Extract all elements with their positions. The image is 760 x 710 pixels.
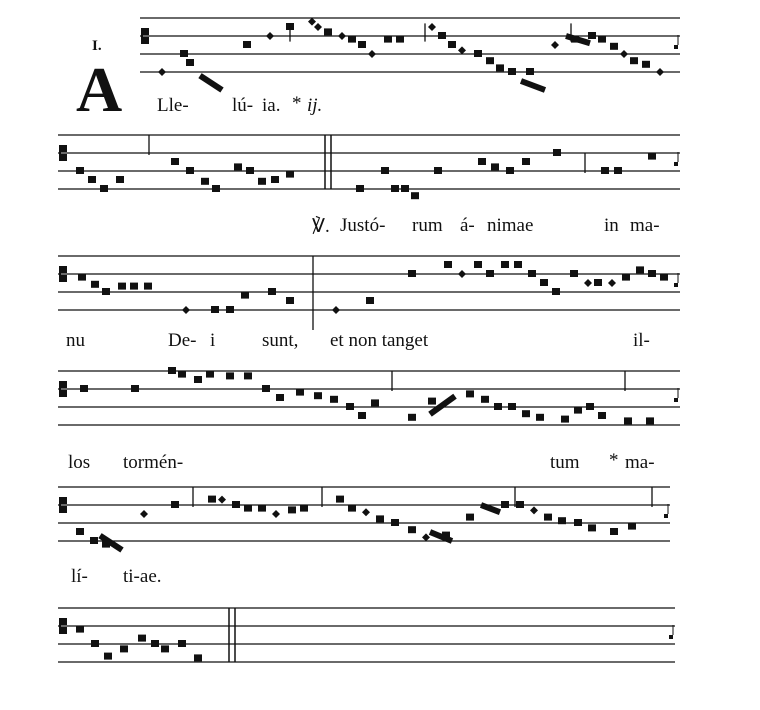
neume-rhombus <box>530 506 538 514</box>
neume-punctum <box>138 635 146 642</box>
neume-punctum <box>628 523 636 530</box>
neume-punctum <box>516 501 524 508</box>
neume-punctum <box>501 501 509 508</box>
c-clef-lower <box>60 275 67 282</box>
syllable: nimae <box>487 215 534 236</box>
syllable: Justó- <box>340 215 386 236</box>
chant-number: I. <box>92 38 102 54</box>
neume-punctum <box>171 158 179 165</box>
neume-punctum <box>76 528 84 535</box>
neume-punctum <box>586 403 594 410</box>
porrectus-stroke <box>200 76 222 90</box>
neume-punctum <box>194 654 202 661</box>
neume-punctum <box>376 515 384 522</box>
neume-punctum <box>243 41 251 48</box>
neume-punctum <box>244 505 252 512</box>
syllable: ia. <box>262 95 281 116</box>
neume-punctum <box>588 524 596 531</box>
neume-rhombus <box>551 41 559 49</box>
neume-punctum <box>212 185 220 192</box>
neume-rhombus <box>362 508 370 516</box>
neume-punctum <box>601 167 609 174</box>
syllable: á- <box>460 215 475 236</box>
syllable: ma- <box>630 215 660 236</box>
asterisk: * <box>292 93 302 114</box>
syllable: nu <box>66 330 85 351</box>
neume-punctum <box>648 270 656 277</box>
neume-punctum <box>474 261 482 268</box>
neume-rhombus <box>182 306 190 314</box>
neume-punctum <box>271 176 279 183</box>
neume-punctum <box>508 68 516 75</box>
neume-punctum <box>544 514 552 521</box>
syllable: i <box>210 330 216 351</box>
neume-punctum <box>466 514 474 521</box>
neume-rhombus <box>338 32 346 40</box>
neume-rhombus <box>584 279 592 287</box>
neume-punctum <box>391 519 399 526</box>
neume-rhombus <box>218 496 226 504</box>
neume-punctum <box>258 505 266 512</box>
neume-punctum <box>574 407 582 414</box>
neume-punctum <box>358 41 366 48</box>
neume-punctum <box>396 36 404 43</box>
neume-punctum <box>258 178 266 185</box>
neume-punctum <box>171 501 179 508</box>
neume-punctum <box>186 59 194 66</box>
neume-rhombus <box>140 510 148 518</box>
syllable: ij. <box>307 95 323 116</box>
neume-punctum <box>194 376 202 383</box>
syllable: il- <box>633 330 650 351</box>
syllable: et non tanget <box>330 330 429 351</box>
neume-punctum <box>522 410 530 417</box>
custos <box>674 398 678 402</box>
neume-punctum <box>226 306 234 313</box>
neume-punctum <box>324 28 332 35</box>
neume-punctum <box>622 274 630 281</box>
neume-punctum <box>501 261 509 268</box>
neume-punctum <box>636 266 644 273</box>
neume-punctum <box>408 270 416 277</box>
neume-punctum <box>522 158 530 165</box>
neume-punctum <box>276 394 284 401</box>
neume-punctum <box>211 306 219 313</box>
neume-rhombus <box>422 533 430 541</box>
custos <box>669 635 673 639</box>
neume-punctum <box>614 167 622 174</box>
neume-punctum <box>201 178 209 185</box>
c-clef-upper <box>60 266 67 273</box>
neume-punctum <box>262 385 270 392</box>
porrectus-stroke <box>481 505 500 512</box>
custos <box>674 45 678 49</box>
neume-punctum <box>486 57 494 64</box>
c-clef-lower <box>60 627 67 634</box>
neume-punctum <box>610 528 618 535</box>
neume-punctum <box>558 517 566 524</box>
neume-punctum <box>371 399 379 406</box>
neume-rhombus <box>458 270 466 278</box>
neume-punctum <box>598 412 606 419</box>
neume-punctum <box>660 274 668 281</box>
neume-punctum <box>411 192 419 199</box>
neume-punctum <box>161 645 169 652</box>
neume-rhombus <box>620 50 628 58</box>
neume-punctum <box>506 167 514 174</box>
neume-rhombus <box>608 279 616 287</box>
neume-rhombus <box>368 50 376 58</box>
neume-punctum <box>178 371 186 378</box>
neume-punctum <box>208 496 216 503</box>
neume-rhombus <box>272 510 280 518</box>
neume-punctum <box>481 396 489 403</box>
neume-rhombus <box>266 32 274 40</box>
neume-punctum <box>381 167 389 174</box>
syllable: lí- <box>71 566 88 587</box>
neume-punctum <box>286 297 294 304</box>
neume-rhombus <box>332 306 340 314</box>
neume-punctum <box>91 640 99 647</box>
neume-punctum <box>348 36 356 43</box>
neume-punctum <box>438 32 446 39</box>
neume-punctum <box>78 274 86 281</box>
syllable: lú- <box>232 95 254 116</box>
neume-punctum <box>610 43 618 50</box>
syllable: rum <box>412 215 443 236</box>
neume-punctum <box>536 414 544 421</box>
neume-punctum <box>474 50 482 57</box>
c-clef-upper <box>60 497 67 504</box>
custos <box>664 514 668 518</box>
neume-punctum <box>300 505 308 512</box>
neume-punctum <box>314 392 322 399</box>
neume-punctum <box>428 398 436 405</box>
neume-punctum <box>598 36 606 43</box>
neume-punctum <box>514 261 522 268</box>
neume-punctum <box>116 176 124 183</box>
neume-punctum <box>526 68 534 75</box>
neume-punctum <box>91 281 99 288</box>
syllable: tormén- <box>123 452 184 473</box>
neume-punctum <box>336 496 344 503</box>
neume-punctum <box>80 385 88 392</box>
custos <box>674 283 678 287</box>
neume-punctum <box>234 163 242 170</box>
c-clef-lower <box>142 37 149 44</box>
neume-punctum <box>168 367 176 374</box>
syllable: los <box>68 452 91 473</box>
syllable: sunt, <box>262 330 299 351</box>
neume-rhombus <box>158 68 166 76</box>
versicle-sign: ℣. <box>312 216 330 237</box>
neume-punctum <box>268 288 276 295</box>
neume-punctum <box>588 32 596 39</box>
neume-punctum <box>131 385 139 392</box>
neume-punctum <box>358 412 366 419</box>
neume-rhombus <box>314 23 322 31</box>
neume-punctum <box>496 64 504 71</box>
neume-rhombus <box>308 18 316 26</box>
neume-punctum <box>384 36 392 43</box>
neume-punctum <box>118 283 126 290</box>
neume-punctum <box>478 158 486 165</box>
neume-punctum <box>448 41 456 48</box>
syllable: ma- <box>625 452 655 473</box>
neume-rhombus <box>656 68 664 76</box>
neume-punctum <box>296 389 304 396</box>
neume-punctum <box>366 297 374 304</box>
syllable: in <box>604 215 619 236</box>
neume-punctum <box>561 416 569 423</box>
neume-punctum <box>104 653 112 660</box>
syllable: Lle- <box>157 95 189 116</box>
neume-punctum <box>444 261 452 268</box>
neume-punctum <box>180 50 188 57</box>
neume-punctum <box>144 283 152 290</box>
neume-punctum <box>570 270 578 277</box>
neume-punctum <box>624 417 632 424</box>
porrectus-stroke <box>521 81 545 90</box>
neume-punctum <box>528 270 536 277</box>
c-clef-upper <box>60 381 67 388</box>
c-clef-lower <box>60 154 67 161</box>
neume-punctum <box>130 283 138 290</box>
neume-punctum <box>286 171 294 178</box>
neume-punctum <box>391 185 399 192</box>
neume-punctum <box>90 537 98 544</box>
neume-punctum <box>434 167 442 174</box>
neume-punctum <box>76 626 84 633</box>
c-clef-upper <box>60 618 67 625</box>
neume-punctum <box>401 185 409 192</box>
neume-punctum <box>88 176 96 183</box>
neume-punctum <box>540 279 548 286</box>
custos <box>674 162 678 166</box>
neume-punctum <box>226 372 234 379</box>
neume-punctum <box>594 279 602 286</box>
neume-punctum <box>244 372 252 379</box>
neume-punctum <box>232 501 240 508</box>
initial-letter: A <box>76 54 123 125</box>
neume-punctum <box>241 292 249 299</box>
neume-punctum <box>206 371 214 378</box>
neume-punctum <box>574 519 582 526</box>
neume-punctum <box>408 414 416 421</box>
neume-punctum <box>288 506 296 513</box>
neume-punctum <box>330 396 338 403</box>
neume-punctum <box>646 417 654 424</box>
neume-punctum <box>348 505 356 512</box>
neume-punctum <box>508 403 516 410</box>
neume-punctum <box>76 167 84 174</box>
c-clef-upper <box>142 28 149 35</box>
asterisk: * <box>609 450 619 471</box>
neume-punctum <box>120 645 128 652</box>
neume-punctum <box>553 149 561 156</box>
c-clef-lower <box>60 506 67 513</box>
neume-punctum <box>494 403 502 410</box>
neume-punctum <box>151 640 159 647</box>
neume-punctum <box>100 185 108 192</box>
neume-punctum <box>486 270 494 277</box>
neume-punctum <box>102 288 110 295</box>
neume-punctum <box>356 185 364 192</box>
neume-punctum <box>408 526 416 533</box>
neume-punctum <box>466 390 474 397</box>
porrectus-stroke <box>566 36 590 43</box>
neume-punctum <box>552 288 560 295</box>
neume-punctum <box>642 61 650 68</box>
neume-punctum <box>346 403 354 410</box>
neume-punctum <box>648 153 656 160</box>
c-clef-lower <box>60 390 67 397</box>
neume-rhombus <box>428 23 436 31</box>
neume-punctum <box>630 57 638 64</box>
syllable: De- <box>168 330 197 351</box>
neume-punctum <box>186 167 194 174</box>
neume-rhombus <box>458 46 466 54</box>
neume-punctum <box>246 167 254 174</box>
syllable: tum <box>550 452 580 473</box>
c-clef-upper <box>60 145 67 152</box>
neume-punctum <box>178 640 186 647</box>
neume-punctum <box>491 163 499 170</box>
syllable: ti-ae. <box>123 566 162 587</box>
